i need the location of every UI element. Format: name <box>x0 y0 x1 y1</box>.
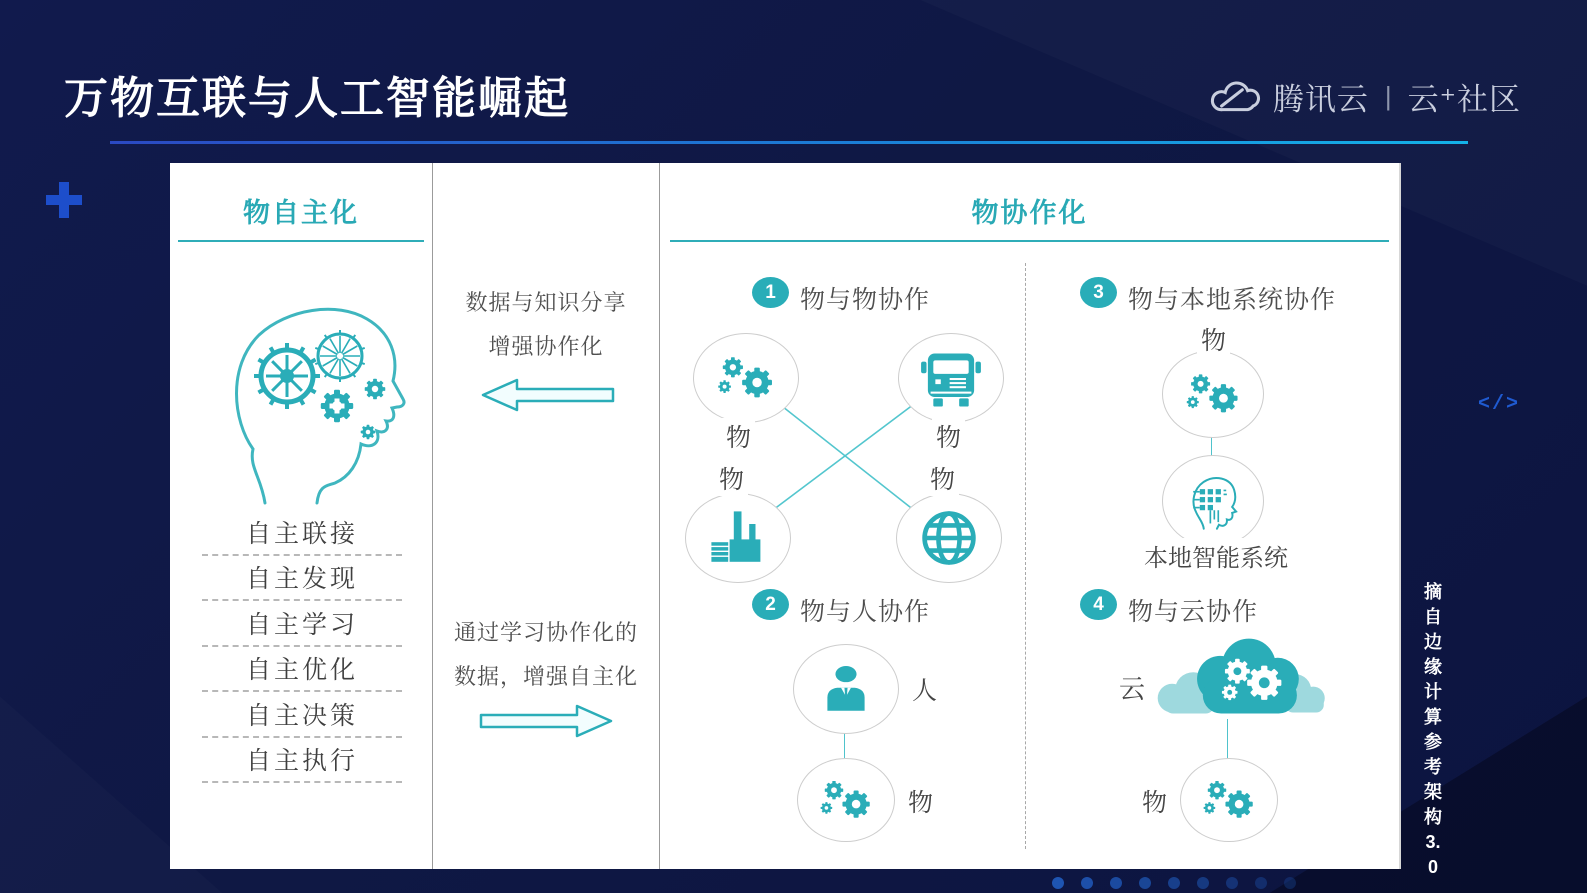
brain-gears-icon <box>186 271 418 506</box>
autonomy-title: 物自主化 <box>243 198 359 228</box>
gear-icon <box>1177 363 1249 425</box>
bridge-bottom-text-1: 通过学习协作化的 <box>453 620 638 645</box>
list-item: 自主优化 <box>202 647 402 693</box>
local-system-node <box>1162 455 1264 547</box>
thing-node <box>1180 758 1278 842</box>
section-badge-3: 3 <box>1080 277 1117 308</box>
thing-node <box>1162 350 1264 438</box>
thing-node <box>797 758 895 842</box>
quadrant-divider <box>1025 263 1026 849</box>
thing-label: 物 <box>904 783 937 819</box>
bridge-column <box>433 163 660 869</box>
list-item: 自主联接 <box>202 510 402 556</box>
source-note-char: 架 <box>1424 782 1442 802</box>
content-panel <box>170 163 1401 869</box>
source-note-char: 算 <box>1424 707 1442 727</box>
list-item: 自主执行 <box>202 738 402 784</box>
right-arrow-icon <box>477 703 617 739</box>
dot <box>1284 877 1296 889</box>
thing-label: 物 <box>1197 321 1230 357</box>
dot <box>1226 877 1238 889</box>
section-title-2: 物与人协作 <box>800 598 931 626</box>
dot <box>1081 877 1093 889</box>
chip-head-icon <box>1180 468 1246 534</box>
bus-node <box>898 333 1004 423</box>
bus-icon <box>917 344 985 412</box>
globe-node <box>896 493 1002 583</box>
thing-label: 物 <box>722 418 755 454</box>
source-note-char: 缘 <box>1424 657 1442 677</box>
brand-logo <box>1209 74 1521 119</box>
gear-icon <box>1194 770 1264 830</box>
factory-icon <box>703 503 773 573</box>
thing-node <box>693 333 799 423</box>
brand-product: 云⁺社区 <box>1407 82 1521 117</box>
section-badge-1: 1 <box>752 277 789 308</box>
autonomy-list <box>202 510 402 783</box>
code-decoration-icon: </> <box>1478 393 1521 416</box>
source-note-char: 0 <box>1427 857 1438 877</box>
source-note <box>1416 580 1450 880</box>
list-item: 自主发现 <box>202 556 402 602</box>
connector-line <box>1211 435 1212 457</box>
brand-name: 腾讯云 <box>1272 82 1369 117</box>
thing-label: 物 <box>932 418 965 454</box>
connector-line <box>844 731 845 758</box>
source-note-char: 3. <box>1425 832 1441 852</box>
collaboration-column <box>660 163 1399 869</box>
person-icon <box>815 658 877 720</box>
dot <box>1197 877 1209 889</box>
thing-label: 物 <box>715 460 748 496</box>
autonomy-column <box>170 163 433 869</box>
bridge-top-text-1: 数据与知识分享 <box>465 290 627 315</box>
gear-icon <box>811 770 881 830</box>
source-note-char: 边 <box>1424 632 1442 652</box>
local-system-label: 本地智能系统 <box>1112 538 1320 573</box>
cloud-label: 云 <box>1115 669 1149 706</box>
person-node <box>793 644 899 734</box>
section-badge-2: 2 <box>752 589 789 620</box>
source-note-char: 计 <box>1424 682 1442 702</box>
source-note-char: 参 <box>1424 732 1442 752</box>
dot <box>1139 877 1151 889</box>
title-underline <box>110 141 1468 144</box>
list-item: 自主决策 <box>202 692 402 738</box>
globe-icon <box>916 505 982 571</box>
cloud-gears-icon <box>1142 629 1327 725</box>
brand-separator: | <box>1384 81 1392 111</box>
list-item: 自主学习 <box>202 601 402 647</box>
person-label: 人 <box>908 671 941 707</box>
source-note-char: 摘 <box>1424 582 1442 602</box>
thing-label: 物 <box>926 460 959 496</box>
plus-decoration-icon <box>46 182 82 218</box>
section-title-3: 物与本地系统协作 <box>1128 286 1337 314</box>
source-note-char: 自 <box>1424 607 1442 627</box>
dot <box>1052 877 1064 889</box>
gear-icon <box>708 345 784 411</box>
section-title-4: 物与云协作 <box>1128 598 1259 626</box>
dot <box>1255 877 1267 889</box>
collaboration-title: 物协作化 <box>971 198 1088 228</box>
section-title-1: 物与物协作 <box>800 286 931 314</box>
autonomy-underline <box>178 240 424 242</box>
bridge-top-text-2: 增强协作化 <box>488 334 604 359</box>
factory-node <box>685 493 791 583</box>
dot <box>1110 877 1122 889</box>
collaboration-underline <box>670 240 1389 242</box>
left-arrow-icon <box>477 377 617 413</box>
dot <box>1168 877 1180 889</box>
slide-dots <box>1052 877 1296 889</box>
thing-label: 物 <box>1138 783 1171 819</box>
page-title: 万物互联与人工智能崛起 <box>64 74 570 123</box>
tencent-cloud-logo-icon <box>1209 77 1263 117</box>
bridge-bottom-text-2: 数据，增强自主化 <box>453 664 638 689</box>
source-note-char: 构 <box>1424 807 1442 827</box>
section-badge-4: 4 <box>1080 589 1117 620</box>
source-note-char: 考 <box>1424 757 1442 777</box>
